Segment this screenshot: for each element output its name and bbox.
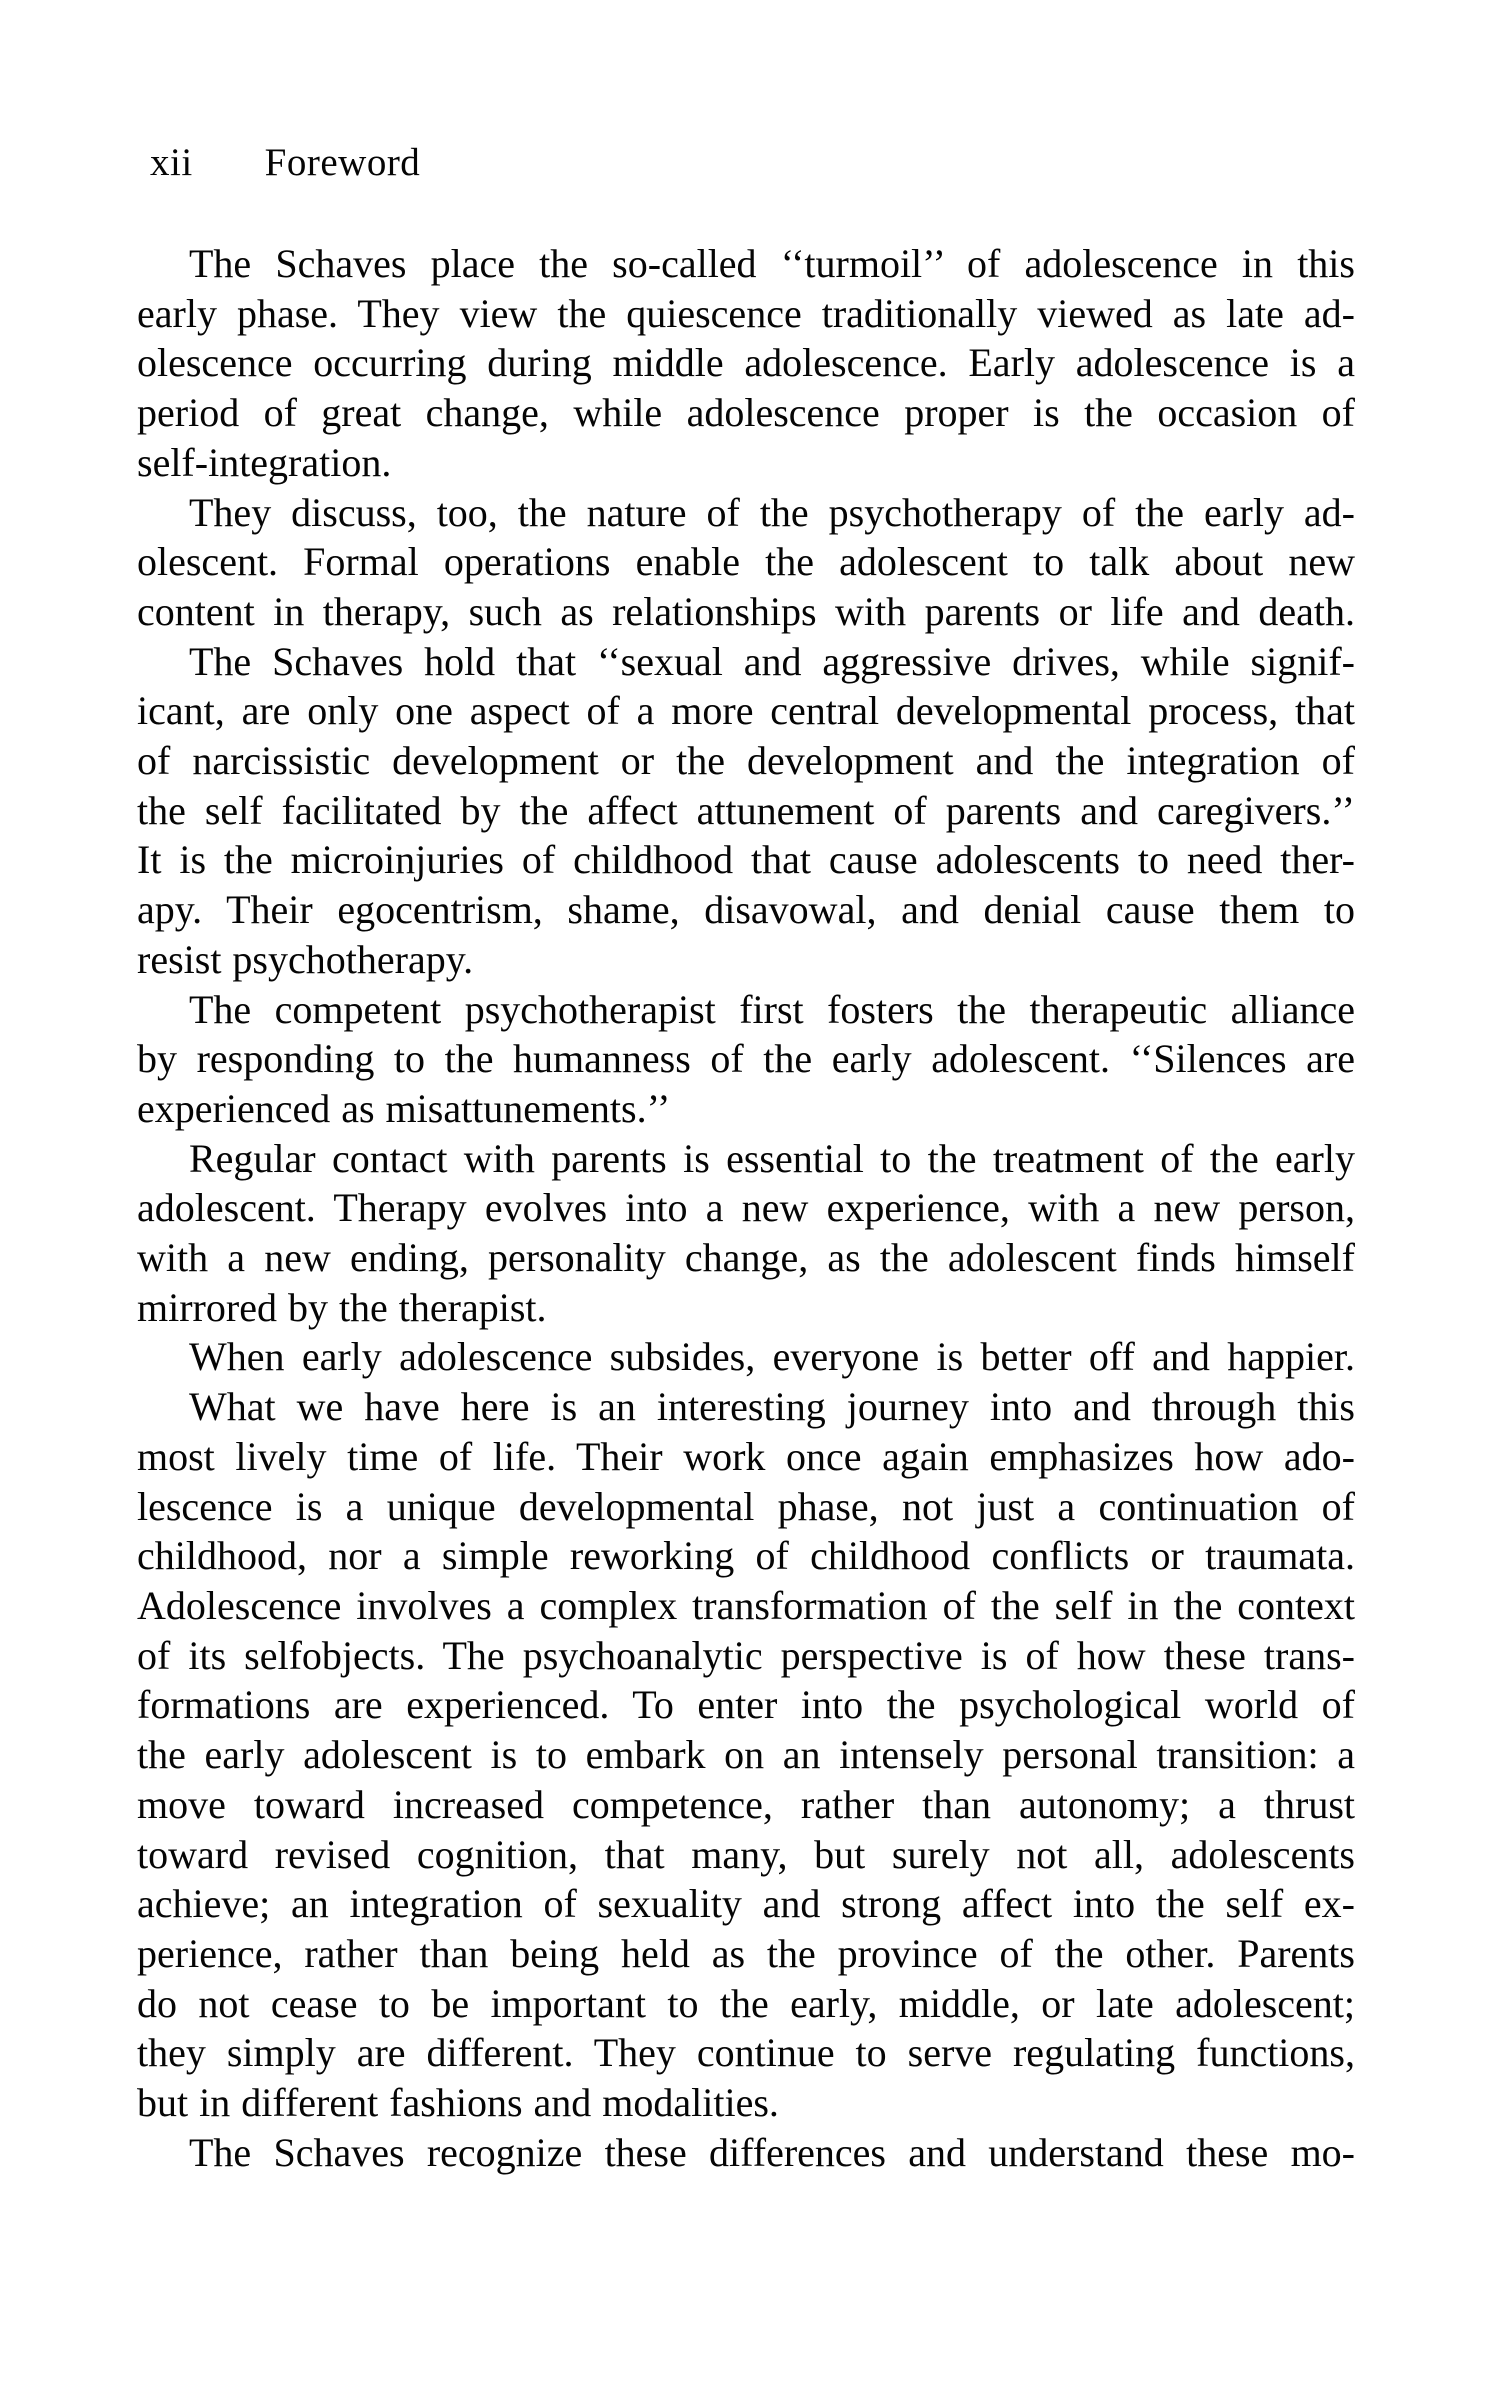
text-line: do not cease to be important to the early, middle, or late adolescent; bbox=[137, 1980, 1355, 2026]
page-title: Foreword bbox=[264, 141, 421, 184]
page-number: xii bbox=[150, 141, 193, 184]
paragraph bbox=[137, 488, 1355, 637]
text-line: resist psychotherapy. bbox=[137, 936, 474, 982]
text-line: they simply are different. They continue to serve regulating functions, bbox=[137, 2030, 1355, 2076]
text-line: The Schaves place the so-called ‘‘turmoil’’ of adolescence in this bbox=[189, 241, 1355, 286]
text-line: They discuss, too, the nature of the psychotherapy of the early ad- bbox=[189, 489, 1355, 535]
text-line: most lively time of life. Their work once again emphasizes how ado- bbox=[137, 1433, 1355, 1479]
text-line: of narcissistic development or the development and the integration of bbox=[137, 738, 1355, 784]
paragraph bbox=[137, 985, 1355, 1134]
text-line: content in therapy, such as relationships with parents or life and death. bbox=[137, 588, 1355, 634]
text-line: with a new ending, personality change, as the adolescent finds himself bbox=[137, 1235, 1355, 1281]
text-line: apy. Their egocentrism, shame, disavowal, and denial cause them to bbox=[137, 887, 1355, 933]
paragraph bbox=[137, 2128, 1355, 2178]
text-line: by responding to the humanness of the early adolescent. ‘‘Silences are bbox=[137, 1036, 1355, 1082]
text-line: The Schaves hold that ‘‘sexual and aggressive drives, while signif- bbox=[189, 638, 1355, 684]
text-line: move toward increased competence, rather than autonomy; a thrust bbox=[137, 1781, 1355, 1827]
text-line: experienced as misattunements.’’ bbox=[137, 1085, 671, 1131]
text-line: childhood, nor a simple reworking of childhood conflicts or traumata. bbox=[137, 1533, 1355, 1579]
paragraph bbox=[137, 637, 1355, 985]
text-line: mirrored by the therapist. bbox=[137, 1284, 547, 1330]
text-line: of its selfobjects. The psychoanalytic perspective is of how these trans- bbox=[137, 1632, 1355, 1678]
text-line: The competent psychotherapist first fosters the therapeutic alliance bbox=[189, 986, 1355, 1032]
text-line: olescence occurring during middle adolescence. Early adolescence is a bbox=[137, 340, 1355, 386]
text-line: adolescent. Therapy evolves into a new experience, with a new person, bbox=[137, 1185, 1355, 1231]
text-line: the self facilitated by the affect attunement of parents and caregivers.’’ bbox=[137, 787, 1355, 833]
paragraph bbox=[137, 1382, 1355, 2128]
text-line: Adolescence involves a complex transformation of the self in the context bbox=[137, 1582, 1355, 1628]
text-line: The Schaves recognize these differences and understand these mo- bbox=[189, 2129, 1355, 2175]
text-line: icant, are only one aspect of a more central developmental process, that bbox=[137, 688, 1355, 734]
text-line: lescence is a unique developmental phase, not just a continuation of bbox=[137, 1483, 1355, 1529]
text-line: Regular contact with parents is essential to the treatment of the early bbox=[189, 1135, 1355, 1181]
paragraph bbox=[137, 1134, 1355, 1333]
text-line: olescent. Formal operations enable the adolescent to talk about new bbox=[137, 539, 1355, 585]
text-line: toward revised cognition, that many, but surely not all, adolescents bbox=[137, 1831, 1355, 1877]
running-head bbox=[150, 141, 420, 185]
text-line: self-integration. bbox=[137, 439, 392, 485]
text-line: but in different fashions and modalities. bbox=[137, 2080, 779, 2126]
text-line: formations are experienced. To enter into the psychological world of bbox=[137, 1682, 1355, 1728]
text-line: It is the microinjuries of childhood that cause adolescents to need ther- bbox=[137, 837, 1355, 883]
text-line: the early adolescent is to embark on an intensely personal transition: a bbox=[137, 1732, 1355, 1778]
paragraph bbox=[137, 239, 1355, 488]
text-line: early phase. They view the quiescence traditionally viewed as late ad- bbox=[137, 290, 1355, 336]
text-line: achieve; an integration of sexuality and strong affect into the self ex- bbox=[137, 1881, 1355, 1927]
text-line: What we have here is an interesting journey into and through this bbox=[189, 1384, 1355, 1430]
page-body bbox=[137, 239, 1355, 2177]
paragraph bbox=[137, 1332, 1355, 1382]
text-line: When early adolescence subsides, everyone is better off and happier. bbox=[189, 1334, 1355, 1380]
text-line: period of great change, while adolescence proper is the occasion of bbox=[137, 390, 1355, 436]
text-line: perience, rather than being held as the province of the other. Parents bbox=[137, 1930, 1355, 1976]
